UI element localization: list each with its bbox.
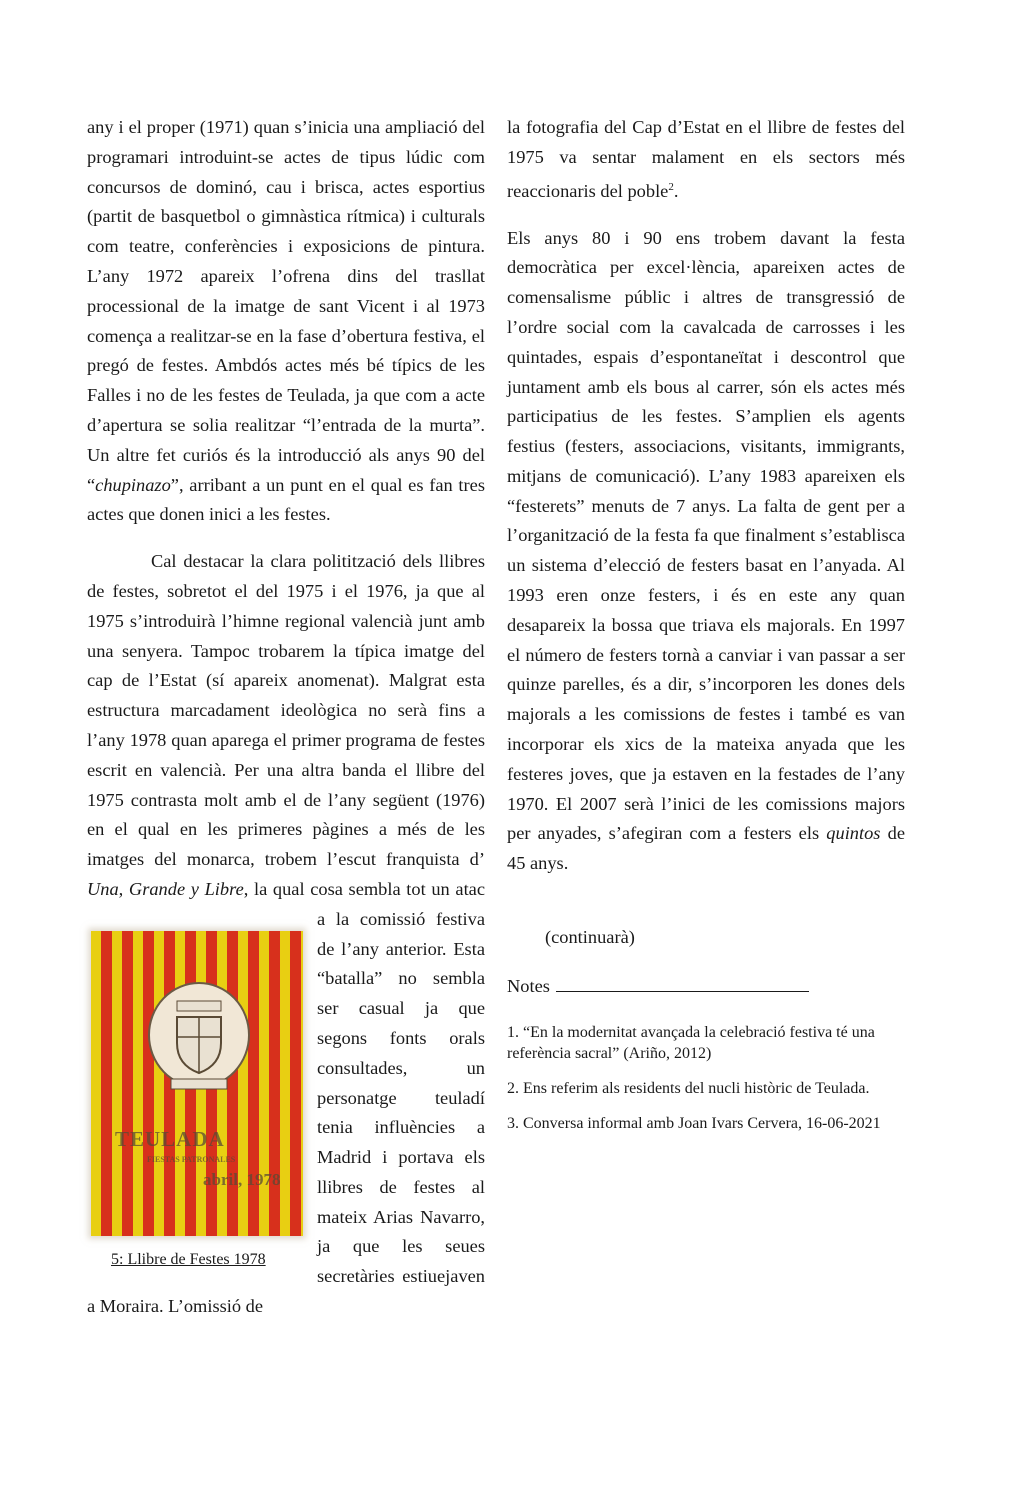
right-paragraph-2	[507, 224, 905, 880]
figure-caption: 5: Llibre de Festes 1978	[111, 1251, 266, 1268]
notes-rule	[556, 971, 809, 992]
right-p2-text: Els anys 80 i 90 ens trobem davant la festa democràtica per excel·lència, apareixen actes de comensalisme públic i altres de transgressió de l’ordre social com la cavalcada de carrosses i les quintades, espais d’espontaneïtat i descontrol que juntament amb els bous al carrer, són els actes més participatius de les festes. S’amplien els agents festius (festers, associacions, visitants, immigrants, mitjans de comunicació). L’any 1983 apareixen els “festerets” menuts de 7 anys. La falta de gent per a l’organització de la festa fa que finalment s’establisca un sistema d’elecció de festers basat en l’anyada. Al 1993 eren onze festers, i és en este any quan desapareix la bossa que triava els majorals. En 1997 el número de festers tornà a canviar i van passar a ser quinze parelles, és a dir, s’incorporen les dones dels majorals a les comissions de festes i també es van incorporar els xics de la mateixa anyada que les festeres joves, que ja estaven en la festades de l’any 1970. El 2007 serà l’inici de les comissions majors per anyades, s’afegiran com a festers els	[507, 227, 905, 844]
right-p1-end: .	[673, 180, 679, 201]
left-paragraph-1	[87, 113, 485, 530]
left-p2-text-a: Cal destacar la clara politització dels llibres de festes, sobretot el del 1975 i el 1976, ja que al 1975 s’introduirà l’himne regional valencià junt amb una senyera. Tampoc trobarem la típica imatge del cap de l’Estat (sí apareix anomenat). Malgrat esta estructura marcadament ideològica no serà fins a l’any 1978 quan aparega el primer programa de festes escrit en valencià. Per una altra banda el llibre del 1975 contrasta molt amb el de l’any següent (1976) en el qual en les primeres pàgines a més de les imatges del monarca, trobem l’escut franquista d’	[87, 551, 485, 870]
cover-title: TEULADA	[115, 1127, 225, 1151]
figure-book-cover	[87, 921, 309, 1270]
cover-subtitle: FIESTAS PATRONALES	[147, 1155, 236, 1164]
cover-date: abril, 1978	[203, 1170, 281, 1189]
left-p2-text-b: , la qual cosa sembla tot un atac a la comissió festiva de l’any anterior. Esta “batalla” no sembla ser casual ja que segons fonts orals consultades, un personatge teuladí tenia influències a Madrid i portava els llibres de festes al mateix Arias Navarro, ja que les seues secretàries estiuejaven a Moraira. L’omissió de	[87, 878, 485, 1317]
cover-image	[91, 931, 303, 1236]
right-p1-text: la fotografia del Cap d’Estat en el llibre de festes del 1975 va sentar malament en els sectors més reaccionaris del poble	[507, 117, 905, 201]
to-be-continued: (continuarà)	[545, 927, 635, 948]
left-p1-text: any i el proper (1971) quan s’inicia una ampliació del programari introduint-se actes de tipus lúdic com concursos de dominó, cau i brisca, actes esportius (partit de basquetbol o gimnàstica rítmica) i culturals com teatre, conferències i exposicions de pintura. L’any 1972 apareix l’ofrena dins del trasllat processional de la imatge de sant Vicent i al 1973 comença a realitzar-se en la fase d’obertura festiva, el pregó de festes. Ambdós actes més bé típics de les Falles i no de les festes de Teulada, ja que com a acte d’apertura se solia realitzar “l’entrada de la murta”. Un altre fet curiós és la introducció als anys 90 del “	[87, 117, 485, 495]
right-column	[507, 113, 905, 1134]
footnote-3: 3. Conversa informal amb Joan Ivars Cervera, 16-06-2021	[507, 1114, 881, 1132]
notes-heading	[507, 971, 905, 1002]
right-p2-end: de 45 anys.	[507, 823, 905, 874]
footnote-ref-2: 2	[668, 180, 674, 193]
left-p1-end: ”, arribant a un punt en el qual es fan tres actes que donen inici a les festes.	[87, 474, 485, 525]
right-p2-italic: quintos	[826, 823, 881, 844]
left-p1-italic: chupinazo	[95, 474, 171, 495]
left-p2-italic: Una, Grande y Libre	[87, 878, 244, 899]
notes-label: Notes	[507, 975, 550, 996]
footnote-2: 2. Ens referim als residents del nucli històric de Teulada.	[507, 1079, 870, 1097]
right-paragraph-1	[507, 113, 905, 207]
footnote-1: 1. “En la modernitat avançada la celebració festiva té una referència sacral” (Ariño, 2012)	[507, 1023, 875, 1062]
shield-emblem-icon	[91, 931, 303, 1236]
